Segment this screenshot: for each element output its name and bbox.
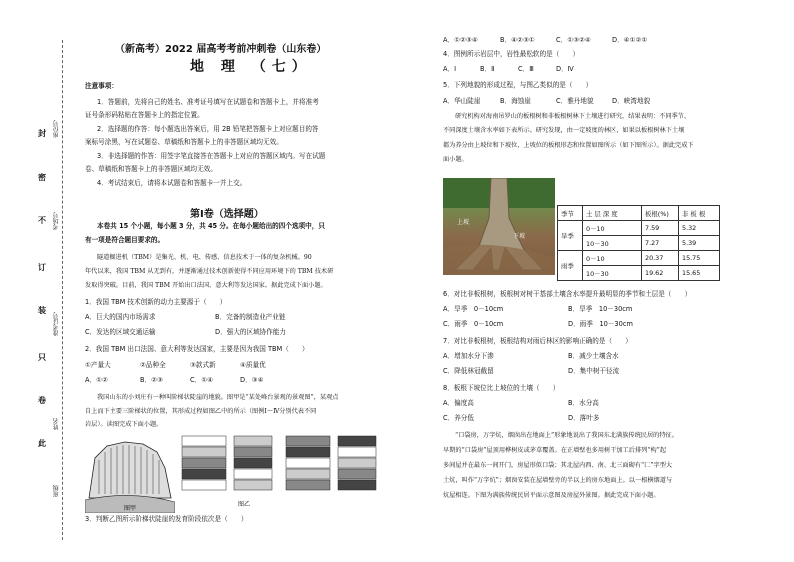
q3-option-a[interactable]: A．①②③④ [443,36,478,44]
q4-option-a[interactable]: A．Ⅰ [443,65,457,73]
question-8-stem: 8．板根下坡位比上坡位的土壤（ ） [443,384,560,392]
table-row [558,266,720,281]
table-header-cell: 板根(%) [642,206,679,221]
table-cell: 0－10 [583,251,642,266]
passage-line: 岩层）。读图完成下面小题。 [85,421,163,428]
notice-line: 证号条形码粘贴在答题卡上的指定位置。 [85,111,204,119]
passage-line: 面小题。 [443,156,468,163]
section-intro: 本卷共 15 个小题，每小题 3 分，共 45 分。在每小题给出的四个选项中，只 [97,222,325,230]
exam-room-label: 考场号 [53,212,60,230]
q2-option-a[interactable]: A．①② [85,376,108,384]
stratum-layer [286,458,330,468]
q3-option-d[interactable]: D．④①②① [612,36,648,44]
question-2-stem: 2．我国 TBM 出口法国、意大利等发达国家，主要是因为我国 TBM（ ） [85,345,309,353]
q8-option-c[interactable]: C．养分低 [443,414,474,422]
q4-option-d[interactable]: D．Ⅳ [556,65,574,73]
table-header-cell: 季节 [558,206,583,221]
stratum-layer [338,469,376,479]
uphill-label: 上坡 [457,219,470,226]
passage-line: 都为养分由上坡位和下坡位，上坡位的板根形态和位置如图所示（如下图所示）。据此完成下 [443,142,694,149]
stratum-layer [182,436,226,446]
passage-line: 自上而下主要三阶梯状的位置，其形成过程如图乙中的所示（图例Ⅰ～Ⅳ分别代表不同 [85,408,317,415]
q2-item: ②品种全 [140,361,166,369]
season-cell: 旱季 [558,221,583,251]
q3-option-c[interactable]: C．①③②④ [556,36,591,44]
exam-title: （新高考）2022 届高考考前冲刺卷（山东卷） [115,44,327,55]
table-row [558,221,720,236]
notice-line: 卷、草稿纸和答题卡上的非答题区域均无效。 [85,165,217,173]
table-row [558,251,720,266]
section-intro: 有一项是符合题目要求的。 [85,236,165,244]
downhill-label: 下坡 [513,233,526,240]
q6-option-d[interactable]: D．雨季 10－30cm [568,320,633,328]
stratum-layer [182,447,226,457]
class-label: 班级 [53,485,60,497]
q2-item: ④质量优 [240,361,266,369]
passage-line: 发取得突破。目前，我国 TBM 开始出口法国、意大利等发达国家。据此完成下面小题。 [85,282,327,289]
table-cell: 0－10 [583,221,642,236]
q1-option-a[interactable]: A．巨大的国内市场需求 [85,313,156,321]
stratum-layer [182,458,226,468]
notice-heading: 注意事项： [85,82,118,90]
seal-char: 不 [38,216,46,225]
table-cell: 19.62 [642,266,679,281]
passage-line: 早期的“口袋房”屋顶用桦树皮或茅草覆盖。在正墙壁也多用树干加工后排列“构”起 [443,447,667,454]
passage-line: 我国山东的小刘庄有一种叫阶梯状陡崖的地貌。图甲是“某处峰台景观的景观图”，某观点 [97,394,339,401]
subject-title: 地 理 （七） [190,59,312,75]
q8-option-d[interactable]: D．落叶多 [568,414,600,422]
passage-line: 不同深度土壤含水率如下表所示。研究发现，由一定坡度的林区，如果以板根树林下土壤 [443,127,685,134]
q2-item: ①产量大 [85,361,111,369]
passage-line: 多间屋并在最东一间开门，房屋形似口袋；其北屋内西、南、北三面砌有“匚”字型大 [443,462,673,469]
soil-moisture-table [557,205,720,281]
binding-dashed-line [62,40,63,540]
q1-option-b[interactable]: B．完备的制造业产业链 [215,313,286,321]
stratum-layer [338,480,376,490]
q1-option-c[interactable]: C．发达的区域交通运输 [85,328,156,336]
stratum-layer [338,436,376,446]
question-6-stem: 6．对比非板根树，板根树对树干基部土壤含水率提升最明显的季节和土层是（ ） [443,290,692,298]
stratum-layer [182,480,226,490]
table-cell: 10－30 [583,236,642,251]
q2-option-c[interactable]: C．①④ [190,376,214,384]
q4-option-c[interactable]: C．Ⅲ [518,65,534,73]
stratum-layer [234,458,272,468]
seal-char: 此 [38,439,46,448]
q7-option-c[interactable]: C．降低林冠截留 [443,367,494,375]
table-cell: 20.37 [642,251,679,266]
stratum-layer [338,458,376,468]
table-cell: 7.59 [642,221,679,236]
table-header-cell: 非 板 根 [679,206,720,221]
q8-option-b[interactable]: B．水分高 [568,399,599,407]
table-header-row [558,206,720,221]
table-header-cell: 土 层 深 度 [583,206,642,221]
question-3-stem: 3．判断乙图所示阶梯状陡崖的发育阶段依次是（ ） [85,515,248,523]
seal-char: 卷 [38,396,46,405]
q5-option-d[interactable]: D．峡湾地貌 [612,97,651,105]
name-label: 姓名 [53,418,60,430]
stratum-layer [234,436,272,446]
q6-option-c[interactable]: C．雨季 0－10cm [443,320,504,328]
passage-line: “口袋房，万字炕，烟囱出在地面上”形象地说出了我国东北满族传统民居的特征。 [455,432,678,439]
q2-item: ③款式新 [190,361,216,369]
notice-line: 4．考试结束后，请将本试题卷和答题卡一并上交。 [97,179,247,187]
notice-line: 案标号涂黑，写在试题卷、草稿纸和答题卡上的非答题区域均无效。 [85,138,283,146]
passage-line: 炕屋相连。下图为满族传统民居平面示意图及房屋外景图。据此完成下面小题。 [443,492,660,499]
figure-left-caption: 图甲 [123,505,137,512]
stratum-layer [286,436,330,446]
q5-option-b[interactable]: B．海蚀崖 [500,97,531,105]
q6-option-a[interactable]: A．旱季 0－10cm [443,305,504,313]
seal-char: 订 [38,263,46,272]
admission-number-label: 准考证号 [53,312,60,336]
stratum-layer [182,469,226,479]
table-cell: 15.75 [679,251,720,266]
notice-line: 1．答题前，先将自己的姓名、准考证号填写在试题卷和答题卡上，并将准考 [97,98,319,106]
binding-margin [0,0,58,562]
q6-option-b[interactable]: B．旱季 10－30cm [568,305,633,313]
passage-line: 土炕，叫作“万字炕”；烟囱安装在屋墙壁旁的半以上的房东地面上。以一根横烟道与 [443,477,673,484]
q7-option-d[interactable]: D．集中树干径流 [568,367,620,375]
question-4-stem: 4．图例所示岩层中，岩性最松软的是（ ） [443,50,580,58]
table-cell: 5.39 [679,236,720,251]
stratum-layer [338,447,376,457]
table-cell: 7.27 [642,236,679,251]
table-row [558,236,720,251]
buttress-root-photo [443,178,555,275]
question-1-stem: 1．我国 TBM 技术创新的动力主要源于（ ） [85,298,227,306]
q1-option-d[interactable]: D．强大的区域协作能力 [215,328,287,336]
table-cell: 5.32 [679,221,720,236]
section-title: 第Ⅰ卷（选择题） [190,209,264,220]
table-cell: 15.65 [679,266,720,281]
seal-char: 装 [38,306,46,315]
passage-line: 研究机构对海南吊罗山的板根树和非板根树林下土壤进行研究，结果表明：不同季节、 [455,113,691,120]
q5-option-c[interactable]: C．雅丹地貌 [556,97,594,105]
q3-option-b[interactable]: B．④②③① [500,36,535,44]
stratum-layer [286,447,330,457]
passage-line: 年代以来，我国 TBM 从无到有，并逐渐通过技术创新使得不同应用环境下的 TBM 技术研 [85,268,334,275]
seal-char: 封 [38,129,46,138]
table-cell: 10－30 [583,266,642,281]
stratum-layer [286,469,330,479]
question-5-stem: 5．下列地貌的形成过程，与图乙类似的是（ ） [443,81,593,89]
stratum-layer [234,469,272,479]
cliff-landscape-figure [85,428,175,513]
season-cell: 雨季 [558,251,583,281]
q5-option-a[interactable]: A．华山陡崖 [443,97,481,105]
seal-char: 只 [38,353,46,362]
q8-option-a[interactable]: A．偏度高 [443,399,474,407]
q2-option-b[interactable]: B．②③ [140,376,163,384]
seat-number-label: 座位号 [53,120,60,138]
question-7-stem: 7．对比非板根树，板根结构对雨后林区的影响正确的是（ ） [443,337,632,345]
figure-right-caption: 图乙 [238,501,251,508]
passage-line: 隧道掘进机（TBM）是集光、机、电、传感、信息技术于一体的复杂机械。90 [97,254,312,261]
notice-line: 2．选择题的作答：每小题选出答案后，用 2B 铅笔把答题卡上对应题目的答 [97,125,319,133]
seal-char: 密 [38,173,46,182]
stratum-layer [234,480,272,490]
q2-option-d[interactable]: D．③④ [240,376,264,384]
stratum-layer [286,480,330,490]
q7-option-a[interactable]: A．增加水分下渗 [443,352,494,360]
q4-option-b[interactable]: B．Ⅱ [480,65,495,73]
q7-option-b[interactable]: B．减少土壤含水 [568,352,619,360]
stratum-layer [234,447,272,457]
strata-sequence-figure [178,430,393,508]
notice-line: 3．非选择题的作答：用签字笔直接答在答题卡上对应的答题区域内。写在试题 [97,152,326,160]
